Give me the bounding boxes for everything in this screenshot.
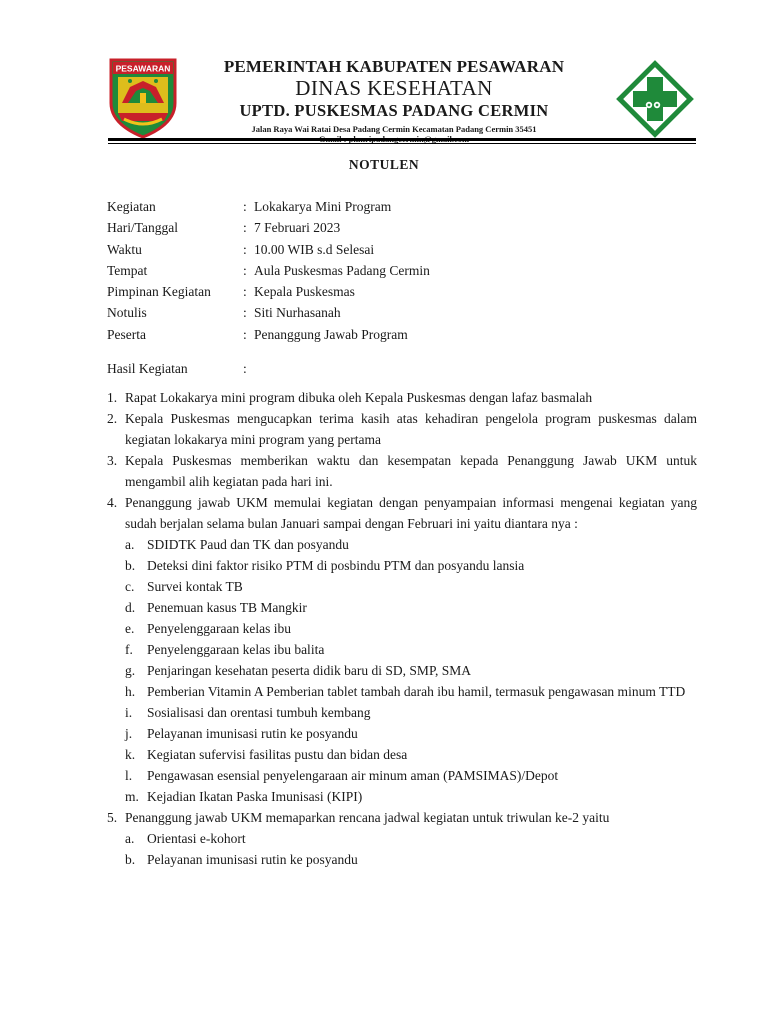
list-item (107, 408, 697, 450)
subitem-text: Survei kontak TB (147, 579, 243, 594)
list-item (107, 492, 697, 534)
puskesmas-logo-icon (616, 60, 694, 138)
subitem-text: Sosialisasi dan orentasi tumbuh kembang (147, 705, 371, 720)
list-subitem (107, 534, 697, 555)
subitem-letter: a. (125, 831, 135, 846)
subitem-letter: g. (125, 663, 136, 678)
info-value: Aula Puskesmas Padang Cermin (254, 262, 430, 278)
list-subitem (107, 828, 697, 849)
info-value: Kepala Puskesmas (254, 284, 355, 300)
list-subitem (107, 786, 697, 807)
item-number: 4. (107, 495, 118, 510)
subitem-text: SDIDTK Paud dan TK dan posyandu (147, 537, 349, 552)
info-label: Notulis (107, 305, 147, 321)
info-value: 10.00 WIB s.d Selesai (254, 241, 375, 257)
info-value: Penanggung Jawab Program (254, 326, 408, 342)
item-text: Kepala Puskesmas mengucapkan terima kasih atas kehadiran pengelola program puskesmas dalam kegiatan lokakarya mini program yang pertama (125, 411, 697, 447)
subitem-letter: b. (125, 558, 136, 573)
subitem-letter: d. (125, 600, 136, 615)
subitem-text: Penemuan kasus TB Mangkir (147, 600, 307, 615)
list-subitem (107, 618, 697, 639)
list-subitem (107, 639, 697, 660)
info-row (107, 302, 697, 323)
subitem-letter: k. (125, 747, 136, 762)
subitem-letter: l. (125, 768, 133, 783)
subitem-letter: c. (125, 579, 135, 594)
info-colon: : (243, 326, 247, 342)
info-value: Siti Nurhasanah (254, 305, 341, 321)
list-subitem (107, 660, 697, 681)
list-subitem (107, 849, 697, 870)
subitem-text: Pelayanan imunisasi rutin ke posyandu (147, 726, 358, 741)
subitem-text: Pengawasan esensial penyelengaraan air minum aman (PAMSIMAS)/Depot (147, 768, 559, 783)
info-colon: : (243, 241, 247, 257)
list-subitem (107, 702, 697, 723)
item-number: 1. (107, 390, 118, 405)
list-item (107, 387, 697, 408)
pesawaran-logo-icon (108, 57, 178, 139)
department-name: DINAS KESEHATAN (295, 76, 493, 100)
info-label: Pimpinan Kegiatan (107, 284, 211, 300)
list-subitem (107, 555, 697, 576)
item-number: 2. (107, 411, 118, 426)
subitem-text: Orientasi e-kohort (147, 831, 246, 846)
info-row (107, 217, 697, 238)
info-label: Hari/Tanggal (107, 220, 179, 236)
list-subitem (107, 576, 697, 597)
document-title: NOTULEN (348, 157, 420, 172)
subitem-text: Deteksi dini faktor risiko PTM di posbindu PTM dan posyandu lansia (147, 558, 525, 573)
subitem-text: Penjaringan kesehatan peserta didik baru di SD, SMP, SMA (147, 663, 471, 678)
results-label: Hasil Kegiatan (107, 361, 188, 376)
subitem-text: Penyelenggaraan kelas ibu balita (147, 642, 325, 657)
results-colon: : (243, 361, 247, 376)
info-value: 7 Februari 2023 (254, 220, 341, 236)
results-heading (107, 358, 697, 379)
info-label: Tempat (107, 262, 148, 278)
info-row (107, 196, 697, 217)
info-label: Waktu (107, 241, 142, 257)
letterhead (185, 56, 603, 144)
info-colon: : (243, 199, 247, 214)
info-colon: : (243, 305, 247, 321)
item-number: 5. (107, 810, 118, 825)
info-label: Kegiatan (107, 199, 156, 214)
list-subitem (107, 681, 697, 702)
info-row (107, 239, 697, 260)
subitem-text: Pemberian Vitamin A Pemberian tablet tambah darah ibu hamil, termasuk pengawasan minum TTD (147, 684, 686, 699)
subitem-letter: m. (125, 789, 139, 804)
subitem-text: Penyelenggaraan kelas ibu (147, 621, 291, 636)
info-table (107, 196, 697, 345)
item-text: Rapat Lokakarya mini program dibuka oleh Kepala Puskesmas dengan lafaz basmalah (125, 390, 593, 405)
subitem-letter: j. (125, 726, 133, 741)
info-value: Lokakarya Mini Program (254, 199, 392, 214)
subitem-letter: f. (125, 642, 133, 657)
government-name: PEMERINTAH KABUPATEN PESAWARAN (223, 57, 565, 76)
subitem-letter: a. (125, 537, 135, 552)
letterhead-rule-thin (108, 143, 696, 144)
subitem-letter: b. (125, 852, 136, 867)
item-text: Penanggung jawab UKM memulai kegiatan dengan penyampaian informasi mengenai kegiatan yang sudah berjalan selama bulan Januari sampai dengan Februari ini yaitu diantara nya : (125, 495, 697, 531)
info-row (107, 324, 697, 345)
subitem-letter: i. (125, 705, 133, 720)
list-item (107, 807, 697, 828)
item-text: Penanggung jawab UKM memaparkan rencana jadwal kegiatan untuk triwulan ke-2 yaitu (125, 810, 610, 825)
info-label: Peserta (107, 326, 146, 342)
list-subitem (107, 744, 697, 765)
subitem-text: Kegiatan sufervisi fasilitas pustu dan bidan desa (147, 747, 408, 762)
list-item (107, 450, 697, 492)
item-number: 3. (107, 453, 118, 468)
info-colon: : (243, 284, 247, 300)
info-colon: : (243, 220, 247, 236)
list-subitem (107, 765, 697, 786)
logo-left-text: PESAWARAN (115, 63, 171, 74)
info-row (107, 260, 697, 281)
item-text: Kepala Puskesmas memberikan waktu dan kesempatan kepada Penanggung Jawab UKM untuk mengambil alih kegiatan pada hari ini. (125, 453, 697, 489)
list-subitem (107, 597, 697, 618)
subitem-text: Kejadian Ikatan Paska Imunisasi (KIPI) (147, 789, 363, 804)
subitem-letter: e. (125, 621, 135, 636)
unit-name: UPTD. PUSKESMAS PADANG CERMIN (239, 101, 549, 120)
info-row (107, 281, 697, 302)
results-list (107, 387, 697, 870)
list-subitem (107, 723, 697, 744)
address-line: Jalan Raya Wai Ratai Desa Padang Cermin Kecamatan Padang Cermin 35451 (251, 124, 537, 134)
subitem-text: Pelayanan imunisasi rutin ke posyandu (147, 852, 358, 867)
info-colon: : (243, 262, 247, 278)
letterhead-rule-thick (108, 138, 696, 141)
subitem-letter: h. (125, 684, 136, 699)
